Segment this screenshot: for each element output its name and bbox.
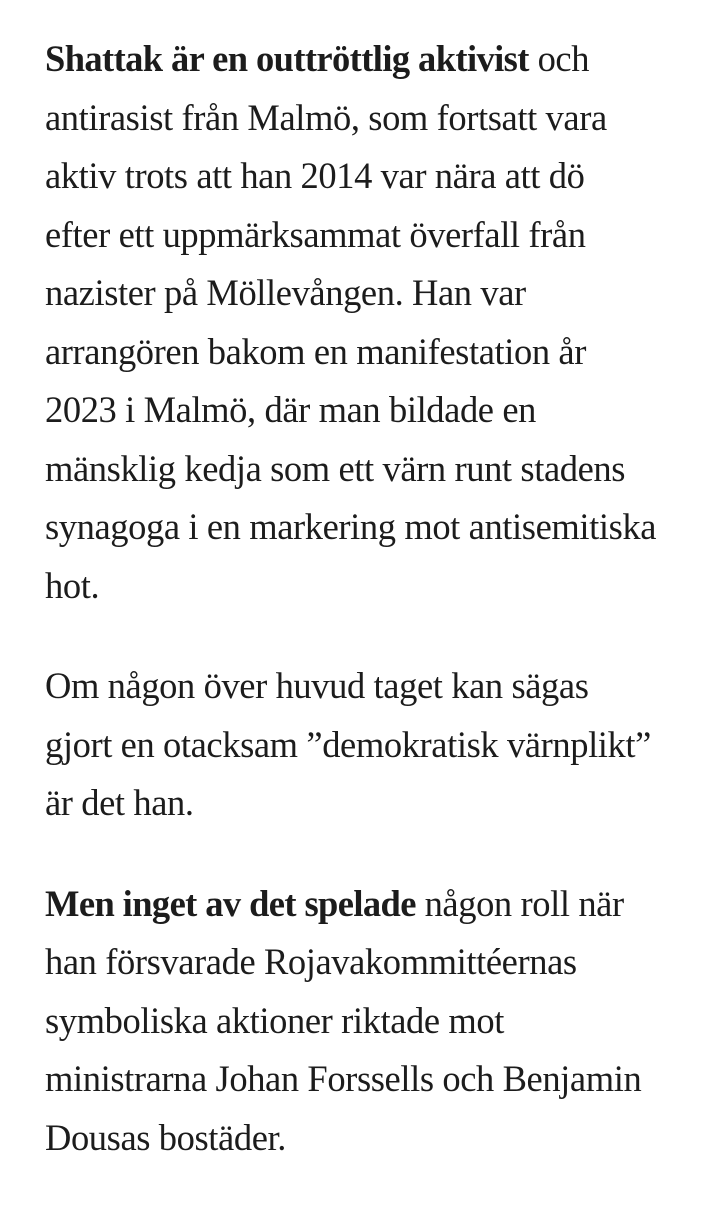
text-line: symboliska aktioner riktade mot [45, 999, 504, 1041]
text-run: och [528, 38, 590, 79]
text-run: någon roll när [415, 882, 624, 924]
text-line: efter ett uppmärksammat överfall från [45, 213, 586, 255]
text-line: mänsklig kedja som ett värn runt stadens [45, 447, 626, 489]
text-line: han försvarade Rojavakommittéernas [45, 941, 577, 982]
article-body [45, 30, 685, 1209]
text-line: gjort en otacksam ”demokratisk värnplikt” [45, 723, 651, 765]
text-line: aktiv trots att han 2014 var nära att dö [45, 155, 585, 196]
lead-in-bold: Men inget av det spelade [45, 882, 416, 924]
paragraph-2 [45, 657, 685, 833]
text-line: Om någon över huvud taget kan sägas [45, 665, 589, 706]
text-line: Dousas bostäder. [45, 1116, 286, 1158]
text-line: är det han. [45, 782, 194, 823]
paragraph-3 [45, 875, 685, 1168]
text-line: nazister på Möllevången. Han var [45, 272, 526, 313]
text-line [45, 30, 685, 89]
paragraph-1 [45, 30, 685, 615]
text-line: antirasist från Malmö, som fortsatt vara [45, 96, 607, 138]
text-line [45, 875, 685, 934]
text-line: arrangören bakom en manifestation år [45, 330, 586, 372]
text-line: synagoga i en markering mot antisemitiska [45, 506, 657, 547]
text-line: 2023 i Malmö, där man bildade en [45, 389, 536, 430]
text-line: hot. [45, 564, 100, 606]
text-line: ministrarna Johan Forssells och Benjamin [45, 1058, 642, 1099]
lead-in-bold: Shattak är en outtröttlig aktivist [45, 38, 529, 79]
